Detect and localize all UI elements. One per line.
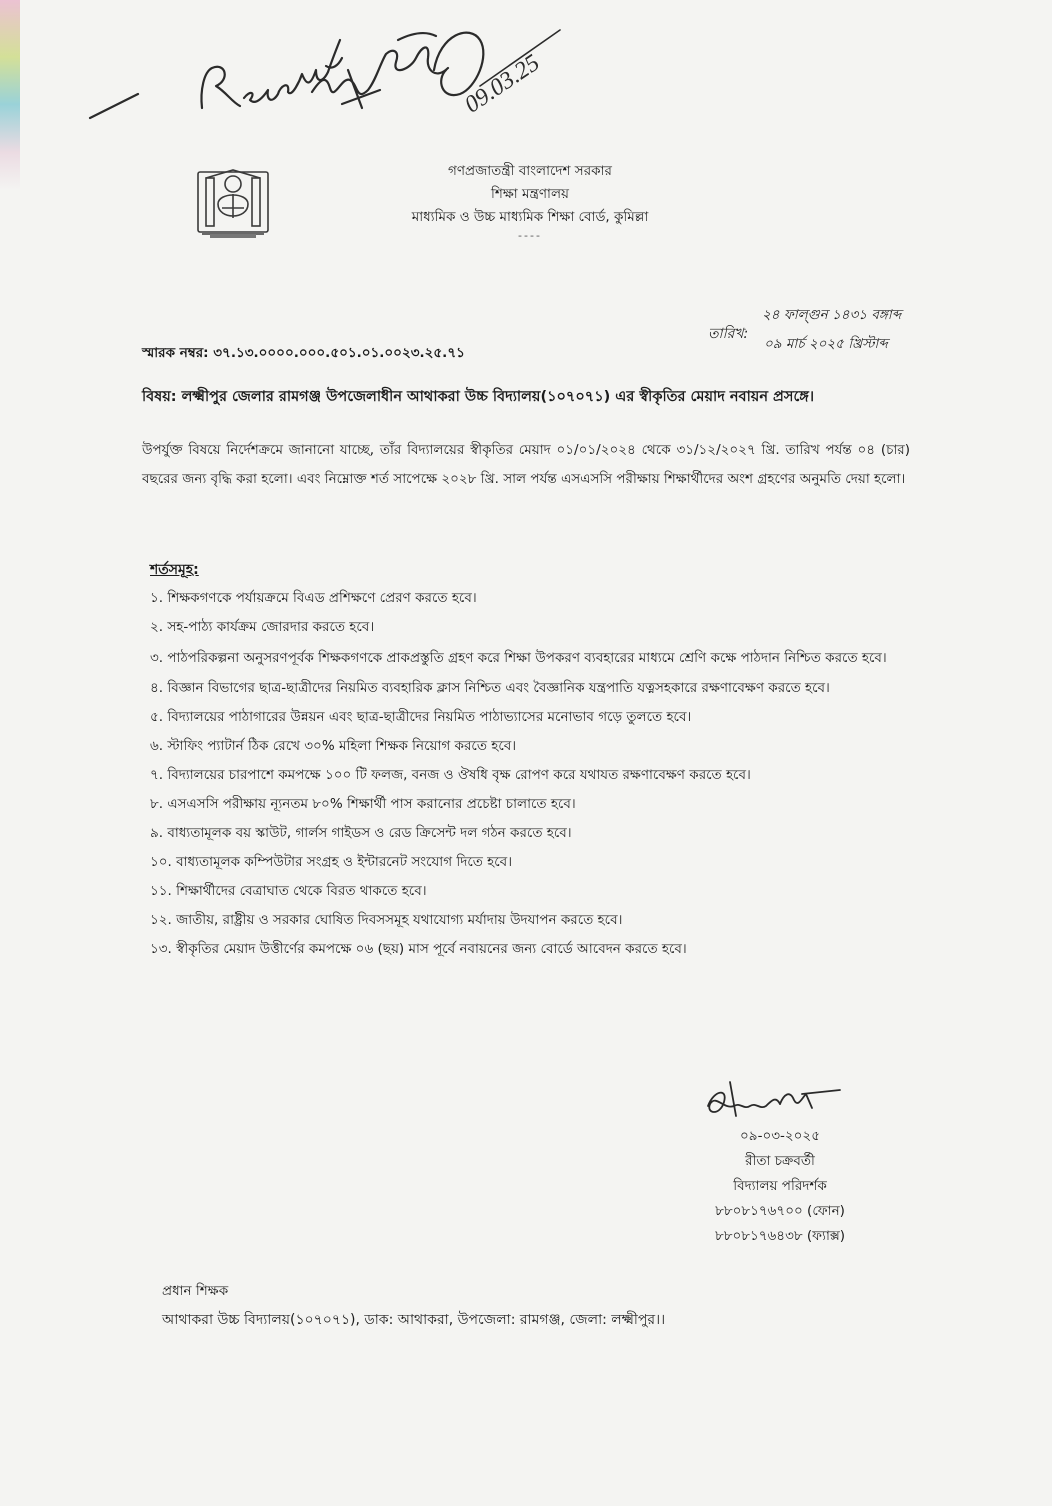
recipient-address: আথাকরা উচ্চ বিদ্যালয়(১০৭০৭১), ডাক: আথাকরা, উপজেলা: রামগঞ্জ, জেলা: লক্ষ্মীপুর।। [162, 1312, 666, 1328]
office-header [360, 160, 700, 243]
condition-item: ২. সহ-পাঠ্য কার্যক্রম জোরদার করতে হবে। [150, 619, 375, 635]
received-annotation-icon [80, 10, 600, 130]
condition-item: ৮. এসএসসি পরীক্ষায় ন্যূনতম ৮০% শিক্ষার্থী পাস করানোর প্রচেষ্টা চালাতে হবে। [150, 796, 576, 812]
government-name: গণপ্রজাতন্ত্রী বাংলাদেশ সরকার [448, 163, 612, 179]
signatory-block [650, 1124, 910, 1249]
received-text: Received [80, 10, 85, 11]
conditions-list [150, 584, 914, 964]
memo-value: ৩৭.১৩.০০০০.০০০.৫০১.০১.০০২৩.২৫.৭১ [213, 345, 465, 361]
gregorian-date: ০৯ মার্চ ২০২৫ খ্রিস্টাব্দ [764, 336, 888, 352]
header-separator: ---- [518, 229, 542, 242]
conditions-title: শর্তসমূহ: [150, 562, 199, 578]
received-date: 09.03.25 [460, 49, 545, 119]
condition-item: ১২. জাতীয়, রাষ্ট্রীয় ও সরকার ঘোষিত দিবসসমূহ যথাযোগ্য মর্যাদায় উদযাপন করতে হবে। [150, 912, 623, 928]
condition-item: ৯. বাধ্যতামূলক বয় স্কাউট, গার্লস গাইডস ও রেড ক্রিসেন্ট দল গঠন করতে হবে। [150, 825, 572, 841]
body-paragraph: উপর্যুক্ত বিষয়ে নির্দেশক্রমে জানানো যাচ্ছে, তাঁর বিদ্যালয়ের স্বীকৃতির মেয়াদ ০১/০১/২০২৪ থেকে ৩১/১২/২০২৭ খ্রি. তারিখ পর্যন্ত ০৪ (চার) বছরের জন্য বৃদ্ধি করা হলো। এবং নিম্নোক্ত শর্ত সাপেক্ষে ২০২৮ খ্রি. সাল পর্যন্ত এসএসসি পরীক্ষায় শিক্ষার্থীদের অংশ গ্রহণের অনুমতি দেয়া হলো। [142, 442, 910, 487]
condition-item: ৩. পাঠপরিকল্পনা অনুসরণপূর্বক শিক্ষকগণকে প্রাকপ্রস্তুতি গ্রহণ করে শিক্ষা উপকরণ ব্যবহারের মাধ্যমে শ্রেণি কক্ষে পাঠদান নিশ্চিত করতে হবে। [150, 650, 887, 666]
condition-item: ৭. বিদ্যালয়ের চারপাশে কমপক্ষে ১০০ টি ফলজ, বনজ ও ঔষধি বৃক্ষ রোপণ করে যথাযত রক্ষণাবেক্ষণ করতে হবে। [150, 767, 751, 783]
memo-label: স্মারক নম্বর: [142, 345, 209, 361]
subject-label: বিষয়: [142, 389, 177, 405]
condition-item: ১. শিক্ষকগণকে পর্যায়ক্রমে বিএড প্রশিক্ষণে প্রেরণ করতে হবে। [150, 590, 477, 606]
condition-item: ৪. বিজ্ঞান বিভাগের ছাত্র-ছাত্রীদের নিয়মিত ব্যবহারিক ক্লাস নিশ্চিত এবং বৈজ্ঞানিক যন্ত্রপাতি যত্নসহকারে রক্ষণাবেক্ষণ করতে হবে। [150, 680, 830, 696]
subject-text: লক্ষ্মীপুর জেলার রামগঞ্জ উপজেলাধীন আথাকরা উচ্চ বিদ্যালয়(১০৭০৭১) এর স্বীকৃতির মেয়াদ নবায়ন প্রসঙ্গে। [181, 389, 815, 405]
condition-item: ১৩. স্বীকৃতির মেয়াদ উত্তীর্ণের কমপক্ষে ০৬ (ছয়) মাস পূর্বে নবায়নের জন্য বোর্ডে আবেদন করতে হবে। [150, 941, 687, 957]
condition-item: ৫. বিদ্যালয়ের পাঠাগারের উন্নয়ন এবং ছাত্র-ছাত্রীদের নিয়মিত পাঠাভ্যাসের মনোভাব গড়ে তুলতে হবে। [150, 709, 692, 725]
signatory-name: রীতা চক্রবর্তী [745, 1153, 815, 1169]
recipient-title: প্রধান শিক্ষক [162, 1283, 229, 1299]
condition-item: ১০. বাধ্যতামূলক কম্পিউটার সংগ্রহ ও ইন্টারনেট সংযোগ দিতে হবে। [150, 854, 513, 870]
board-name: মাধ্যমিক ও উচ্চ মাধ্যমিক শিক্ষা বোর্ড, কুমিল্লা [411, 209, 649, 225]
signature-date: ০৯-০৩-২০২৫ [740, 1128, 820, 1144]
signatory-designation: বিদ্যালয় পরিদর্শক [733, 1178, 827, 1194]
date-label: তারিখ: [708, 326, 749, 342]
signatory-fax: ৮৮০৮১৭৬৪৩৮ (ফ্যাক্স) [714, 1228, 846, 1244]
signature-icon [694, 1076, 854, 1126]
condition-item: ১১. শিক্ষার্থীদের বেত্রাঘাত থেকে বিরত থাকতে হবে। [150, 883, 427, 899]
ministry-name: শিক্ষা মন্ত্রণালয় [491, 186, 569, 202]
memo-number [142, 342, 465, 365]
signatory-phone: ৮৮০৮১৭৬৭০০ (ফোন) [715, 1203, 845, 1219]
condition-item: ৬. স্টাফিং প্যাটার্ন ঠিক রেখে ৩০% মহিলা শিক্ষক নিয়োগ করতে হবে। [150, 738, 517, 754]
bangla-date: ২৪ ফাল্গুন ১৪৩১ বঙ্গাব্দ [762, 307, 902, 323]
board-logo-icon [192, 164, 274, 242]
subject-line [142, 386, 814, 410]
photo-edge-artifact [0, 0, 20, 190]
